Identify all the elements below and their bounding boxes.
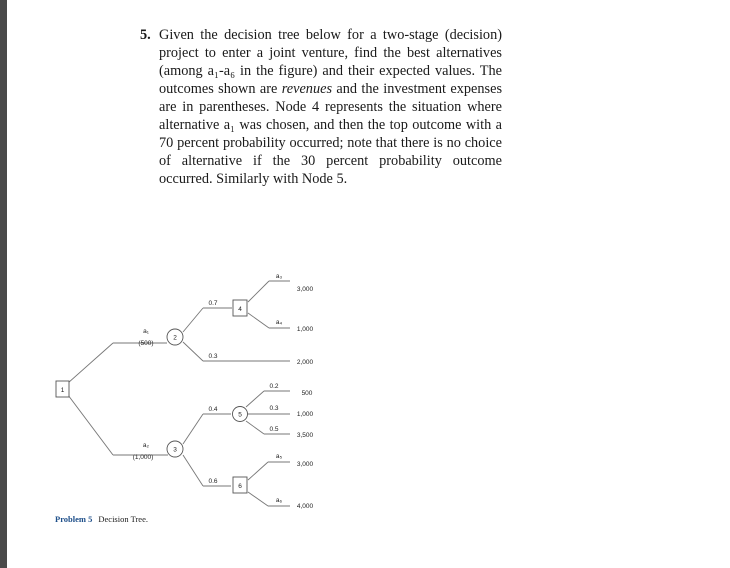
outcome-a5: 3,000 xyxy=(296,461,314,468)
alt-a6-label: a₆ xyxy=(275,497,283,504)
alt-a2-label: a₂ xyxy=(142,442,150,449)
prob-0.2: 0.2 xyxy=(269,383,279,390)
branch-n2-down xyxy=(183,342,203,361)
prob-0.7: 0.7 xyxy=(208,300,218,307)
problem-emphasis-revenues: revenues xyxy=(281,81,333,97)
outcome-a6: 4,000 xyxy=(296,503,314,510)
prob-0.5: 0.5 xyxy=(269,426,279,433)
alt-a3-label: a₃ xyxy=(275,273,283,280)
branch-a6 xyxy=(248,492,268,506)
problem-number: 5. xyxy=(140,27,151,43)
prob-0.6: 0.6 xyxy=(208,478,218,485)
node-label-5: 5 xyxy=(238,411,242,419)
outcome-n5-c: 3,500 xyxy=(296,432,314,439)
outcome-n5-b: 1,000 xyxy=(296,411,314,418)
outcome-a3: 3,000 xyxy=(296,286,314,293)
problem-text-part-2: and the investment expenses are in parentheses. Node 4 represents the situation where alternative a₁ was chosen, and then the top outcome with a 70 percent probability occurred; note that there is no choice of alternative if the 30 percent probability outcome occurred. Similarly with Node 5. xyxy=(159,81,503,187)
node-label-2: 2 xyxy=(173,334,177,342)
node-label-6: 6 xyxy=(238,483,242,490)
caption-title: Decision Tree. xyxy=(98,514,148,524)
branch-a3 xyxy=(248,281,269,302)
branch-n5-bottom xyxy=(246,421,264,434)
outcome-n5-a: 500 xyxy=(301,390,313,397)
branch-a5 xyxy=(248,462,268,480)
alt-a1-label: a₁ xyxy=(143,328,149,335)
caption-label: Problem 5 xyxy=(55,514,93,524)
figure-caption xyxy=(55,514,148,524)
node-label-1: 1 xyxy=(60,387,65,394)
branch-a4 xyxy=(248,313,269,328)
node-label-3: 3 xyxy=(173,446,177,454)
branch-n3-down xyxy=(183,455,203,486)
branch-a2 xyxy=(68,395,113,455)
alt-a2-cost: (1,000) xyxy=(132,454,154,461)
outcome-n2-low: 2,000 xyxy=(296,359,314,366)
alt-a5-label: a₅ xyxy=(275,453,283,460)
prob-0.3-upper: 0.3 xyxy=(208,353,218,360)
alt-a1-cost: (500) xyxy=(138,340,154,347)
prob-0.4: 0.4 xyxy=(208,406,218,413)
alt-a4-label: a₄ xyxy=(275,319,283,326)
outcome-a4: 1,000 xyxy=(296,326,314,333)
branch-n3-up xyxy=(183,414,203,444)
tree-branches xyxy=(68,281,290,506)
node-label-4: 4 xyxy=(238,306,242,313)
prob-0.3-node5: 0.3 xyxy=(269,405,279,412)
branch-a1 xyxy=(68,343,113,383)
branch-n5-top xyxy=(246,391,264,407)
problem-text-part-1: Given the decision tree below for a two-stage (decision) project to enter a joint venture, find the best alternatives (among a₁-a₆ in the figure) and their expected values. The outcomes shown are xyxy=(159,27,502,97)
branch-n2-up xyxy=(183,308,203,332)
